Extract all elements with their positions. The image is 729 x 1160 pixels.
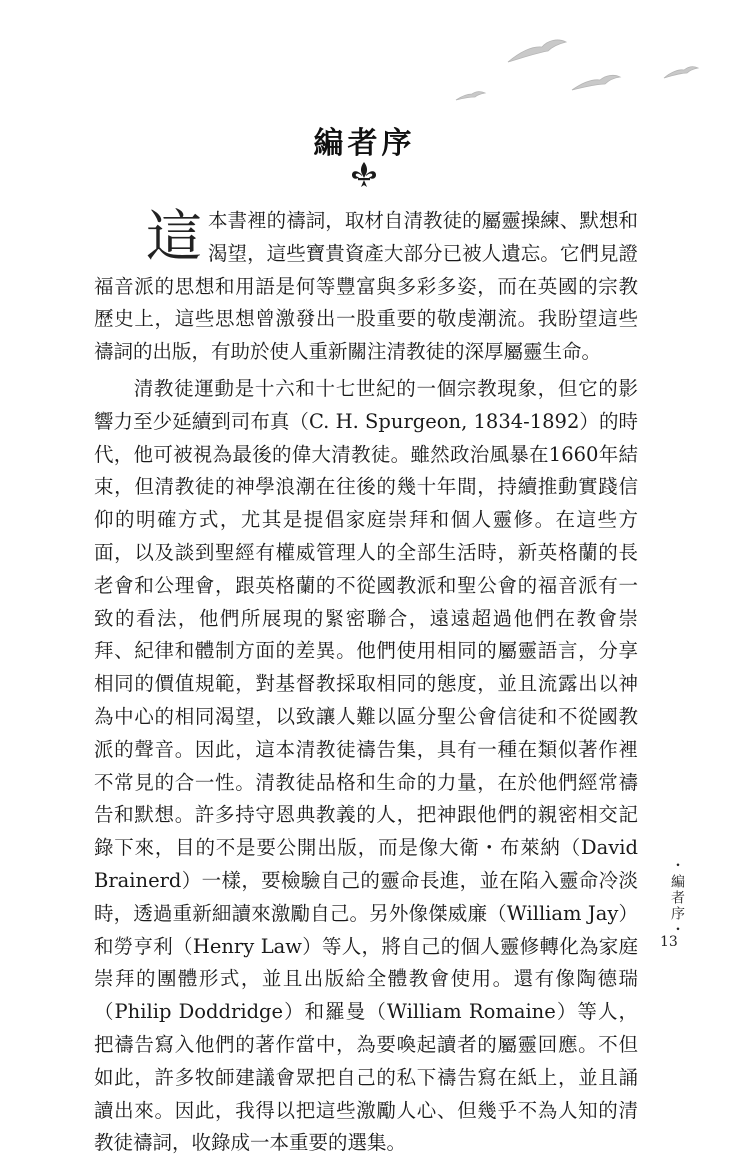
page-number: 13 — [660, 934, 678, 950]
drop-cap: 這 — [146, 205, 202, 270]
preface-body — [94, 205, 638, 1160]
bird-icon — [664, 67, 698, 78]
bird-icon — [508, 40, 566, 62]
flying-birds-illustration — [0, 0, 729, 130]
paragraph-2 — [94, 373, 638, 1160]
bird-icon — [572, 75, 620, 90]
running-section-label: ・編者序・ — [669, 858, 685, 938]
fleur-de-lis-icon — [349, 160, 379, 190]
paragraph-2-text: 清教徒運動是十六和十七世紀的一個宗教現象，但它的影響力至少延續到司布真（C. H. Spurgeon, 1834-1892）的時代，他可被視為最後的偉大清教徒。雖然政治風暴在1660年結束，但清教徒的神學浪潮在往後的幾十年間，持續推動實踐信仰的明確方式，尤其是提倡家庭崇拜和個人靈修。在這些方面，以及談到聖經有權威管理人的全部生活時，新英格蘭的長老會和公理會，跟英格蘭的不從國教派和聖公會的福音派有一致的看法，他們所展現的緊密聯合，遠遠超過他們在教會崇拜、紀律和體制方面的差異。他們使用相同的屬靈語言，分享相同的價值規範，對基督教採取相同的態度，並且流露出以神為中心的相同渴望，以致讓人難以區分聖公會信徒和不從國教派的聲音。因此，這本清教徒禱告集，具有一種在類似著作裡不常見的合一性。清教徒品格和生命的力量，在於他們經常禱告和默想。許多持守恩典教義的人，把神跟他們的親密相交記錄下來，目的不是要公開出版，而是像大衛・布萊納（David Brainerd）一樣，要檢驗自己的靈命長進，並在陷入靈命冷淡時，透過重新細讀來激勵自己。另外像傑威廉（William Jay）和勞亨利（Henry Law）等人，將自己的個人靈修轉化為家庭崇拜的團體形式，並且出版給全體教會使用。還有像陶德瑞（Philip Doddridge）和羅曼（William Romaine）等人，把禱告寫入他們的著作當中，為要喚起讀者的屬靈回應。不但如此，許多牧師建議會眾把自己的私下禱告寫在紙上，並且誦讀出來。因此，我得以把這些激勵人心、但幾乎不為人知的清教徒禱詞，收錄成一本重要的選集。 — [94, 376, 638, 1155]
paragraph-1-text: 本書裡的禱詞，取材自清教徒的屬靈操練、默想和渴望，這些寶貴資產大部分已被人遺忘。它們見證福音派的思想和用語是何等豐富與多彩多姿，而在英國的宗教歷史上，這些思想曾激發出一股重要的敬虔潮流。我盼望這些禱詞的出版，有助於使人重新關注清教徒的深厚屬靈生命。 — [94, 209, 638, 364]
bird-icon — [456, 92, 485, 100]
page-title: 編者序 — [313, 126, 416, 161]
paragraph-1 — [94, 205, 638, 369]
